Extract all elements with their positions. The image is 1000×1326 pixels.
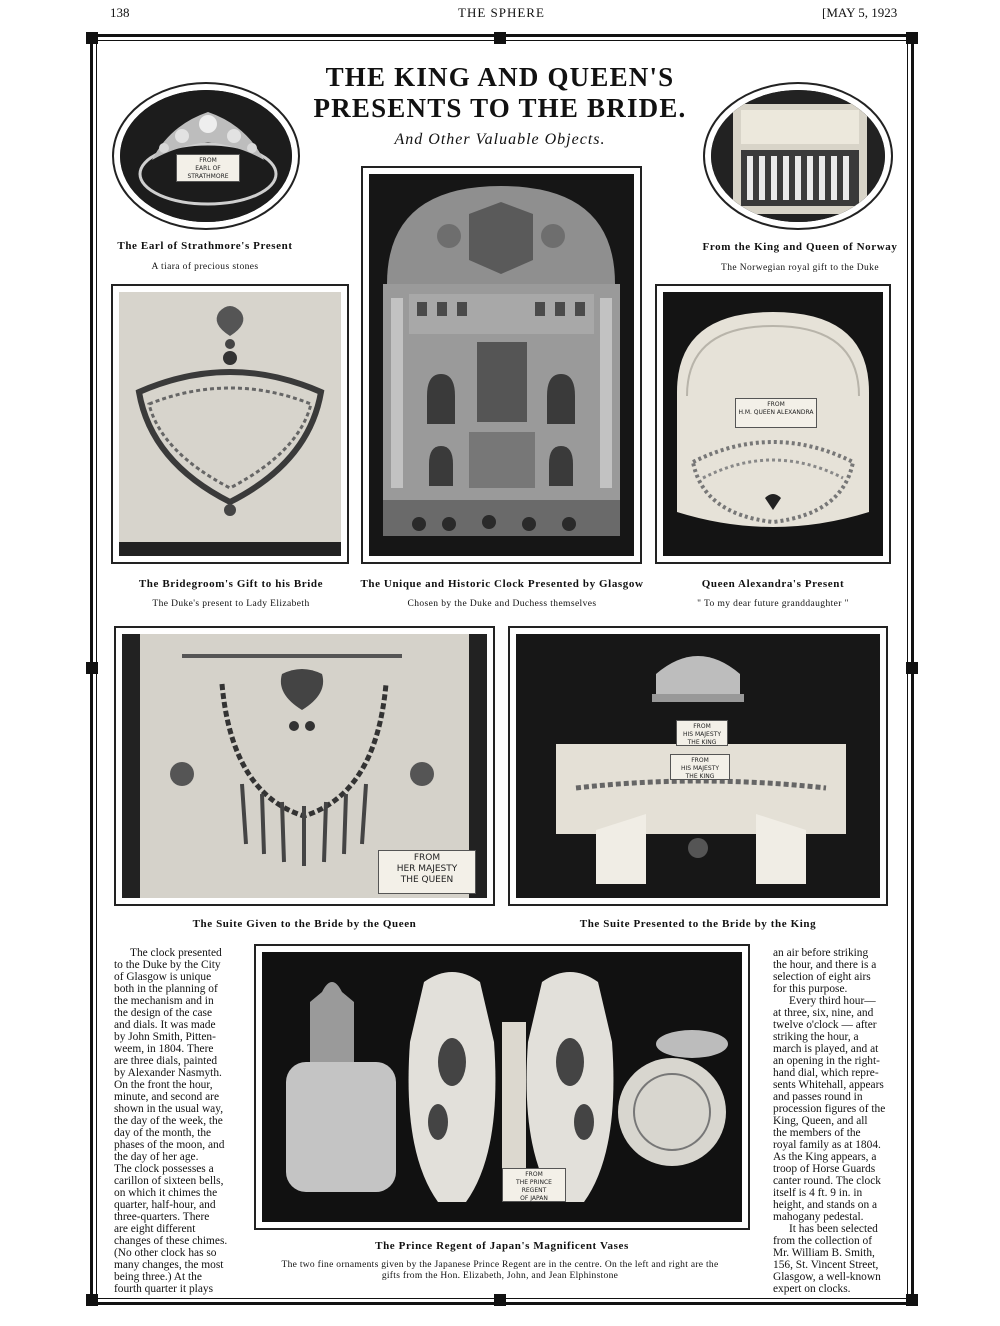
article-line: mahogany pedestal. <box>773 1211 864 1223</box>
card-text: OF JAPAN <box>520 1195 548 1202</box>
gift-card-king <box>670 754 730 780</box>
photo-bridegroom-necklace <box>111 284 349 564</box>
article-line: are eight different <box>114 1223 196 1235</box>
article-line: weem, in 1804. There <box>114 1043 214 1055</box>
title-line-1: THE KING AND QUEEN'S <box>325 62 675 92</box>
article-line: carillon of sixteen bells, <box>114 1175 224 1187</box>
photo-king-suite <box>508 626 888 906</box>
card-text: THE KING <box>685 773 715 780</box>
article-line: Mr. William B. Smith, <box>773 1247 875 1259</box>
article-line: The clock presented <box>130 947 222 959</box>
article-line: shown in the usual way, <box>114 1103 224 1115</box>
card-text: FROM <box>199 157 217 164</box>
caption-norway: From the King and Queen of Norway <box>702 241 898 253</box>
publication-name: THE SPHERE <box>458 5 545 20</box>
article-line: It has been selected <box>789 1223 878 1235</box>
card-text: FROM <box>691 757 709 764</box>
article-line: day of the month, the <box>114 1127 212 1139</box>
article-line: of Glasgow is unique <box>114 971 212 983</box>
gift-card-king-top <box>676 720 728 746</box>
article-line: 156, St. Vincent Street, <box>773 1259 879 1271</box>
photo-queen-suite <box>114 626 495 906</box>
photo-queen-alexandra <box>655 284 891 564</box>
gift-card-queen <box>378 850 476 894</box>
article-line: King, Queen, and all <box>773 1115 868 1127</box>
article-line: itself is 4 ft. 9 in. in <box>773 1187 863 1199</box>
caption-bridegroom: The Bridegroom's Gift to his Bride <box>138 578 324 590</box>
article-line: the members of the <box>773 1127 861 1139</box>
photo-strathmore-tiara <box>112 82 300 230</box>
card-text: FROM <box>525 1171 543 1178</box>
article-line: being three.) At the <box>114 1271 202 1283</box>
article-line: by John Smith, Pitten- <box>114 1031 216 1043</box>
article-line: (No other clock has so <box>114 1247 217 1259</box>
article-line: the hour, and there is a <box>773 959 877 971</box>
caption-strathmore: The Earl of Strathmore's Present <box>117 240 293 252</box>
card-text: FROM <box>767 401 785 408</box>
article-line: sents Whitehall, appears <box>773 1079 884 1091</box>
article-line: striking the hour, a <box>773 1031 859 1043</box>
article-line: expert on clocks. <box>773 1283 851 1295</box>
article-line: to the Duke by the City <box>114 959 221 971</box>
article-line: and dials. It was made <box>114 1019 216 1031</box>
article-line: at three, six, nine, and <box>773 1007 874 1019</box>
footnote-line: The two fine ornaments given by the Japanese Prince Regent are in the centre. On the left and right are the <box>281 1260 719 1270</box>
title-line-2: PRESENTS TO THE BRIDE. <box>313 93 687 123</box>
card-text: HIS MAJESTY <box>683 731 721 738</box>
article-line: by Alexander Nasmyth. <box>114 1067 222 1079</box>
article-right-column <box>773 947 894 1295</box>
subcaption-alexandra: " To my dear future granddaughter " <box>697 599 849 609</box>
article-line: selection of eight airs <box>773 971 871 983</box>
card-text: EARL OF STRATHMORE <box>187 165 229 180</box>
article-line: twelve o'clock — after <box>773 1019 877 1031</box>
cutlery-case-image <box>711 90 885 222</box>
necklace-image <box>119 292 341 556</box>
footnote-line: gifts from the Hon. Elizabeth, John, and Jean Elphinstone <box>381 1271 619 1281</box>
article-line: march is played, and at <box>773 1043 879 1055</box>
card-text: H.M. QUEEN ALEXANDRA <box>738 409 814 416</box>
article-line: The clock possesses a <box>114 1163 214 1175</box>
gift-card-alexandra <box>735 398 817 428</box>
article-line: Every third hour— <box>789 995 876 1007</box>
card-text: HIS MAJESTY <box>681 765 719 772</box>
subcaption-bridegroom: The Duke's present to Lady Elizabeth <box>152 599 310 609</box>
article-line: fourth quarter it plays <box>114 1283 214 1295</box>
clock-image <box>369 174 634 556</box>
photo-norway-case <box>703 82 893 230</box>
article-line: the mechanism and in <box>114 995 214 1007</box>
article-line: three-quarters. There <box>114 1211 210 1223</box>
caption-king-suite: The Suite Presented to the Bride by the King <box>579 918 817 930</box>
article-line: height, and stands on a <box>773 1199 878 1211</box>
card-text: THE QUEEN <box>400 875 454 885</box>
page-number: 138 <box>110 5 130 20</box>
article-left-column <box>114 947 234 1295</box>
article-line: royal family as at 1804. <box>773 1139 881 1151</box>
card-text: THE KING <box>687 739 717 746</box>
article-line: many changes, the most <box>114 1259 224 1271</box>
article-line: canter round. The clock <box>773 1175 881 1187</box>
subcaption-norway: The Norwegian royal gift to the Duke <box>721 263 879 273</box>
article-line: minute, and second are <box>114 1091 220 1103</box>
caption-clock: The Unique and Historic Clock Presented by Glasgow <box>360 578 644 590</box>
card-text: FROM <box>693 723 711 730</box>
article-line: changes of these chimes. <box>114 1235 228 1247</box>
article-line: on which it chimes the <box>114 1187 218 1199</box>
page-subtitle: And Other Valuable Objects. <box>394 131 606 148</box>
card-text: FROM <box>413 853 441 863</box>
article-line: from the collection of <box>773 1235 873 1247</box>
photo-japan-vases <box>254 944 750 1230</box>
article-line: troop of Horse Guards <box>773 1163 876 1175</box>
gift-card-japan <box>502 1168 566 1202</box>
vases-footnote <box>210 1260 790 1282</box>
card-text: THE PRINCE REGENT <box>516 1179 552 1194</box>
article-line: the day of her age. <box>114 1151 199 1163</box>
article-line: an opening in the right- <box>773 1055 880 1067</box>
article-line: both in the planning of <box>114 983 218 995</box>
article-line: an air before striking <box>773 947 869 959</box>
article-line: procession figures of the <box>773 1103 886 1115</box>
caption-alexandra: Queen Alexandra's Present <box>701 578 845 590</box>
page-title <box>200 62 800 124</box>
article-line: are three dials, painted <box>114 1055 218 1067</box>
article-line: Glasgow, a well-known <box>773 1271 881 1283</box>
article-line: As the King appears, a <box>773 1151 877 1163</box>
subcaption-strathmore: A tiara of precious stones <box>151 262 259 272</box>
article-line: On the front the hour, <box>114 1079 213 1091</box>
article-line: and passes round in <box>773 1091 863 1103</box>
card-text: HER MAJESTY <box>396 864 458 874</box>
subcaption-clock: Chosen by the Duke and Duchess themselves <box>407 599 597 609</box>
article-line: hand dial, which repre- <box>773 1067 879 1079</box>
caption-vases: The Prince Regent of Japan's Magnificent Vases <box>375 1240 629 1252</box>
photo-glasgow-clock <box>361 166 642 564</box>
gift-card-strathmore <box>176 154 240 182</box>
caption-queen-suite: The Suite Given to the Bride by the Queen <box>192 918 417 930</box>
article-line: for this purpose. <box>773 983 848 995</box>
article-line: the design of the case <box>114 1007 213 1019</box>
article-line: phases of the moon, and <box>114 1139 225 1151</box>
issue-date: [MAY 5, 1923 <box>822 5 898 20</box>
article-line: the day of the week, the <box>114 1115 223 1127</box>
article-line: quarter, half-hour, and <box>114 1199 216 1211</box>
